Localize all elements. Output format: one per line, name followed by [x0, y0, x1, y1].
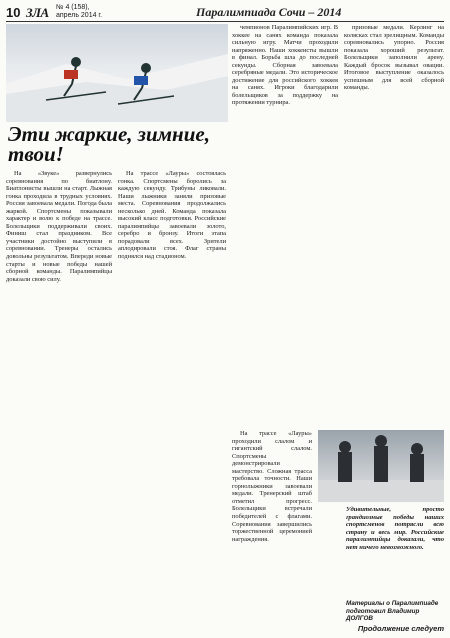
text-column-5 — [232, 430, 312, 632]
text-column-4 — [344, 24, 444, 424]
medal-ceremony-photo — [318, 430, 444, 502]
newspaper-logo: ЗЛА — [26, 5, 49, 20]
skiers-illustration — [6, 24, 228, 122]
ceremony-illustration — [318, 430, 444, 502]
page-number: 10 — [6, 5, 21, 20]
article-paragraph: На трассе «Лауры» проходили слалом и гигантский слалом. Спортсмены демонстрировали мастерство. Сложная трасса требовала точности. Наши горнолыжники завоевали медали. Тренерский штаб отметил прогресс. Болельщики встречали победителей с флагами. Соревнования завершились торжественной церемонией награждения. — [232, 430, 312, 543]
issue-number: № 4 (158), — [56, 4, 90, 11]
article-paragraph: чемпионов Паралимпийских игр. В хоккее на санях команда показала сильную игру. Матчи проходили напряженно. Наши хоккеисты вышли в финал. Борьба шла до последней секунды. Сборная завоевала серебряные медали. Это историческое достижение для российского хоккея на санях. Игроки благодарили болельщиков за поддержку на протяжении турнира. — [232, 24, 338, 107]
skiers-photo — [6, 24, 228, 122]
rubric-title: Паралимпиада Сочи – 2014 — [196, 5, 342, 19]
text-column-2 — [118, 170, 226, 632]
text-column-1 — [6, 170, 112, 632]
issue-date: апрель 2014 г. — [56, 12, 103, 19]
author-signature: Материалы о Паралимпиаде подготовил Владимир ДОЛГОВ — [346, 600, 439, 622]
page-header — [6, 4, 444, 22]
article-paragraph: На «Звуке» развернулись соревнования по биатлону. Биатлонисты вышли на старт. Лыжная гонка проходила в трудных условиях. Россия завоевала медали. Погода была жаркой. Спортсмены показывали характер и волю к победе на трассе. Болельщики поддерживали своих. Финиш стал праздником. Все участники достойно выступили в соревновании. Тренеры остались довольны результатом. Впереди новые старты и новые победы нашей сборной команды. Паралимпийцы доказали свою силу. — [6, 170, 112, 283]
issue-info — [56, 4, 102, 20]
article-paragraph: На трассе «Лауры» состоялась гонка. Спортсмены боролись за каждую секунду. Трибуны ликовали. Наши лыжники заняли призовые места. Соревнования продолжались несколько дней. Команда показала высокий класс подготовки. Российские паралимпийцы завоевали золото, серебро и бронзу. Итоги этапа порадовали всех. Зрители аплодировали стоя. Флаг страны поднялся над стадионом. — [118, 170, 226, 261]
closing-paragraph: Удивительные, просто грандиозные победы наших спортсменов потрясли всю страну и весь мир. Российские паралимпийцы доказали, что нет ничего невозможного. — [346, 506, 444, 551]
article-paragraph: призовые медали. Керлинг на колясках стал зрелищным. Команды соревновались упорно. Россия показала хороший результат. Болельщики заполнили арену. Каждый бросок вызывал овации. Итоговое выступление оказалось успешным для всей сборной команды. — [344, 24, 444, 92]
continued-note: Продолжение следует — [357, 624, 444, 633]
article-headline: Эти жаркие, зимние, твои! — [8, 122, 210, 166]
